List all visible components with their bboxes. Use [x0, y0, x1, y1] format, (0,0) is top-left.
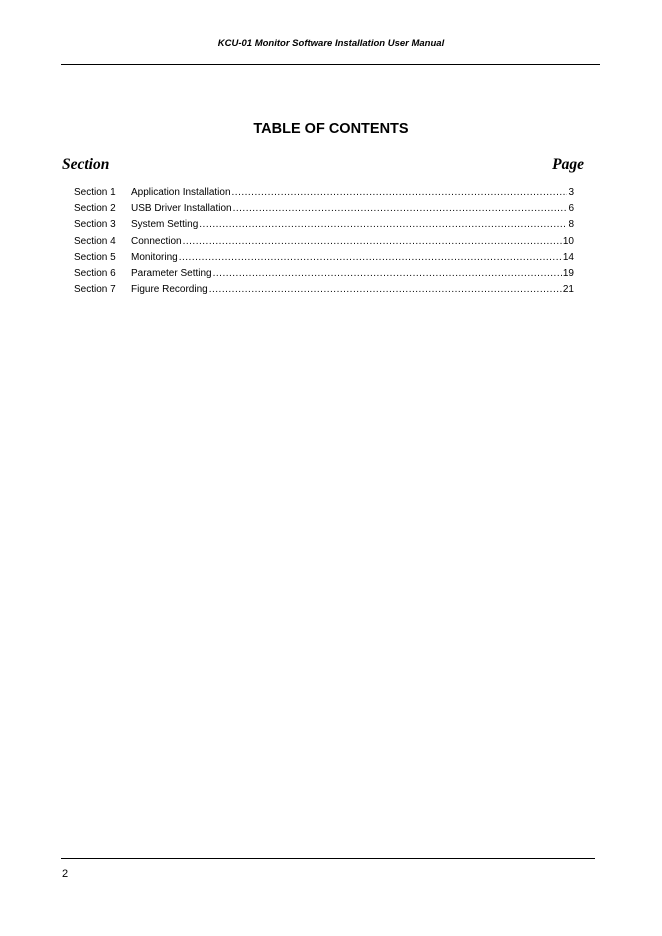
toc-page-number: 6 [568, 203, 574, 215]
toc-section-number: Section 1 [74, 187, 116, 198]
toc-entry[interactable] [74, 201, 574, 217]
dot-leader [199, 217, 567, 233]
toc-entry[interactable] [74, 266, 574, 282]
page-number: 2 [62, 868, 69, 880]
toc-section-title: Application Installation [131, 187, 231, 198]
toc-section-number: Section 6 [74, 267, 116, 279]
dot-leader [232, 185, 568, 201]
toc-entry[interactable] [74, 250, 574, 266]
toc-page-number: 19 [562, 267, 574, 279]
toc-section-title: USB Driver Installation [131, 203, 232, 215]
section-column-heading: Section [62, 156, 110, 173]
dot-leader [233, 201, 568, 217]
toc-section-number: Section 4 [74, 235, 116, 247]
dot-leader [179, 250, 562, 266]
toc-list [74, 185, 574, 298]
toc-section-title: Parameter Setting [131, 267, 212, 279]
dot-leader [213, 266, 562, 282]
toc-section-title: System Setting [131, 219, 199, 231]
toc-entry[interactable] [74, 234, 574, 250]
running-header: KCU-01 Monitor Software Installation User Manual [217, 38, 445, 49]
toc-page-number: 21 [562, 284, 574, 296]
toc-entry[interactable] [74, 282, 574, 298]
toc-page-number: 14 [562, 251, 574, 263]
toc-section-title: Monitoring [131, 251, 178, 263]
toc-page-number: 3 [568, 187, 574, 198]
toc-entry[interactable] [74, 185, 574, 201]
toc-page-number: 8 [568, 219, 574, 231]
footer-rule [61, 858, 595, 859]
toc-section-title: Figure Recording [131, 284, 208, 296]
header-rule [61, 64, 600, 65]
toc-title: TABLE OF CONTENTS [253, 121, 409, 137]
dot-leader [209, 282, 562, 298]
toc-section-number: Section 5 [74, 251, 116, 263]
dot-leader [183, 234, 562, 250]
toc-page-number: 10 [562, 235, 574, 247]
toc-section-number: Section 3 [74, 219, 116, 231]
toc-entry[interactable] [74, 217, 574, 233]
page-column-heading: Page [552, 156, 584, 173]
toc-section-title: Connection [131, 235, 182, 247]
toc-section-number: Section 7 [74, 284, 116, 296]
toc-section-number: Section 2 [74, 203, 116, 215]
